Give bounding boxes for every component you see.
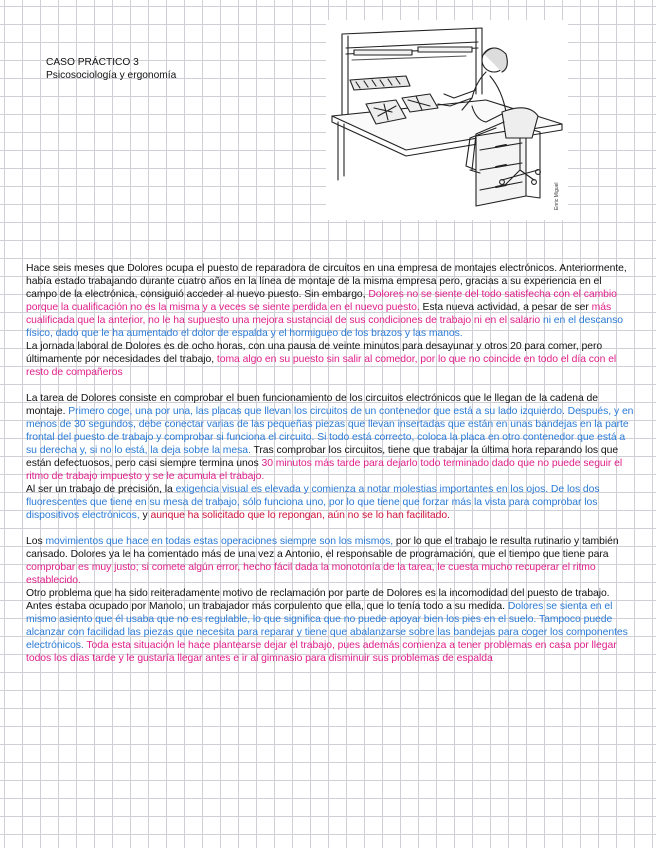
highlighted-text: Toda esta situación le hace plantearse dejar el trabajo, pues además comienza a tener problemas en casa por llegar todos los días tarde y le gustaría llegar antes e ir al gimnasio para disminuir sus problemas de espalda (26, 640, 617, 664)
paragraph (26, 340, 634, 379)
case-title: CASO PRÁCTICO 3 (46, 57, 139, 68)
paragraph (26, 535, 634, 587)
highlighted-text: toma algo en su puesto sin salir al comedor, por lo que no coincide en todo el día con el resto de compañeros (26, 354, 617, 378)
document-header (46, 56, 176, 82)
plain-text: Tras comprobar los circuitos, tiene que trabajar la última hora reparando los que están defectuosos, pero casi siempre termina unos (26, 445, 619, 469)
highlighted-text: comprobar es muy justo; si comete algún error, hecho fácil dada la monotonía de la tarea, le cuesta mucho recuperar el ritmo establecido. (26, 562, 596, 586)
plain-text: La jornada laboral de Dolores es de ocho horas, con una pausa de veinte minutos para desayunar y otros 20 para comer, pero últimamente por necesidades del trabajo, (26, 341, 603, 365)
highlighted-text: aunque ha solicitado que lo repongan, aún no se lo han facilitado. (150, 510, 450, 521)
paragraph (26, 262, 634, 340)
highlighted-text: ni en el descanso físico, dado que le ha aumentado el dolor de espalda y el hormigueo de los brazos y las manos. (26, 315, 623, 339)
case-description (26, 262, 634, 665)
plain-text: Los (26, 536, 46, 547)
plain-text: Otro problema que ha sido reiteradamente motivo de reclamación por parte de Dolores es la incomodidad del puesto de trabajo. Antes estaba ocupado por Manolo, un trabajador más corpulento que ella, que lo tenía todo a su medida. (26, 588, 610, 612)
highlighted-text: Primero coge, una por una, las placas que llevan los circuitos de un contenedor que está a su lado izquierdo. Después, y en menos de 30 segundos, debe conectar varias de las pequeñas piezas que llevan insertadas que están en unas bandejas en la parte frontal del puesto de trabajo y comprobar si funciona el circuito. Si todo está correcto, coloca la placa en otro contenedor que está a su derecha y, si no lo está, la deja sobre la mesa. (26, 406, 634, 456)
paragraph (26, 587, 634, 665)
worker-at-desk-drawing (326, 20, 568, 220)
case-subtitle: Psicosociología y ergonomía (46, 70, 177, 81)
plain-text: por lo que el trabajo le resulta rutinario y también cansado. Dolores ya le ha comentado más de una vez a Antonio, el responsable de programación, que el tiempo que tiene para (26, 536, 619, 560)
paragraph (26, 392, 634, 483)
highlighted-text: movimientos que hace en todas estas operaciones siempre son los mismos, (45, 536, 394, 547)
plain-text: y (139, 510, 151, 521)
paragraph (26, 483, 634, 522)
illustration-credit: Enric Miguel (554, 182, 560, 210)
highlighted-text: más cualificada que la anterior, no le ha supuesto una mejora sustancial de sus condiciones de trabajo ni en el salario (26, 302, 612, 326)
highlighted-text: Dolores se sienta en el mismo asiento que él usaba que no es regulable, lo que significa que no puede apoyar bien los pies en el suelo. Tampoco puede alcanzar con facilidad las piezas que necesita para reparar y tiene que abalanzarse sobre las bandejas para coger los componentes electrónicos. (26, 601, 628, 651)
workstation-illustration (326, 20, 568, 220)
highlighted-text: 30 minutos más tarde para dejarlo todo terminado dado que no puede seguir el ritmo de trabajo impuesto y se le acumula el trabajo. (26, 458, 623, 482)
highlighted-text: Dolores no se siente del todo satisfecha con el cambio porque la cualificación no es la misma y a veces se siente perdida en el nuevo puesto. (26, 289, 617, 313)
highlighted-text: exigencia visual es elevada y comienza a notar molestias importantes en los ojos. De los dos fluorescentes que tiene en su mesa de trabajo, sólo funciona uno, por lo que tiene que forzar más la vista para comprobar los dispositivos electrónicos, (26, 484, 600, 521)
plain-text: Hace seis meses que Dolores ocupa el puesto de reparadora de circuitos en una empresa de montajes electrónicos. Anteriormente, había estado trabajando durante cuatro años en la línea de montaje de la misma empresa pero, gracias a su experiencia en el campo de la electrónica, consiguió acceder al nuevo puesto. Sin embargo, (26, 263, 627, 300)
plain-text: La tarea de Dolores consiste en comprobar el buen funcionamiento de los circuitos electrónicos que le llegan de la cadena de montaje. (26, 393, 598, 417)
plain-text: Esta nueva actividad, a pesar de ser (419, 302, 592, 313)
plain-text: Al ser un trabajo de precisión, la (26, 484, 176, 495)
